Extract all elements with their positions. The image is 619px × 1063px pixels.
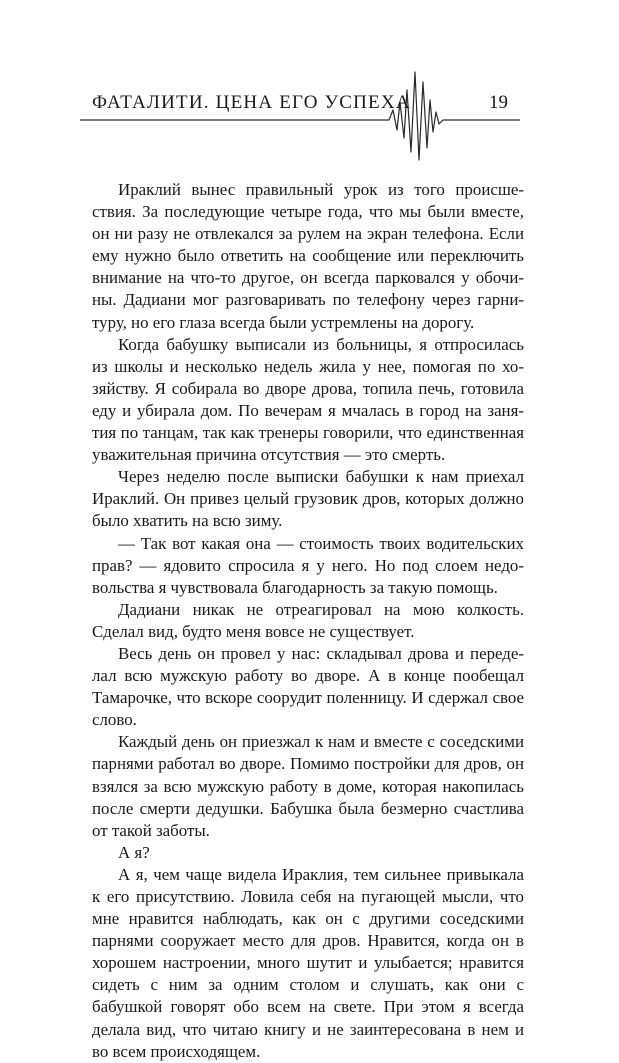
- paragraph: А я, чем чаще видела Ираклия, тем сильнее привыкала к его присутствию. Ловила себя на пугающей мысли, что мне нравится наблюдать, как он с другими соседскими парнями сооружает место для дров. Нравится, когда он в хорошем настроении, много шутит и улыбается; нравится сидеть с ним за одним столом и слушать, как они с бабушкой говорят обо всем на свете. При этом я всегда делала вид, что читаю книгу и не заинтересована в нем и во всем происходящем.: [92, 864, 524, 1061]
- paragraph: Дадиани никак не отреагировал на мою колкость. Сделал вид, будто меня вовсе не существует.: [92, 599, 524, 641]
- paragraph: — Так вот какая она — стоимость твоих водительских прав? — ядовито спросила я у него. Но под слоем недовольства я чувствовала благодарность за такую помощь.: [92, 533, 524, 597]
- page-number: 19: [489, 92, 508, 113]
- paragraph: Ираклий вынес правильный урок из того происшествия. За последующие четыре года, что мы были вместе, он ни разу не отвлекался за рулем на экран телефона. Если ему нужно было ответить на сообщение или переключить внимание на что-то другое, он всегда парковался у обочины. Дадиани мог разговаривать по телефону через гарнитуру, но его глаза всегда были устремлены на дорогу.: [92, 180, 524, 332]
- running-head-title: ФАТАЛИТИ. ЦЕНА ЕГО УСПЕХА: [92, 92, 411, 113]
- heartbeat-pulse-icon: [0, 60, 619, 170]
- paragraph: Через неделю после выписки бабушки к нам приехал Ираклий. Он привез целый грузовик дров, которых должно было хватить на всю зиму.: [92, 467, 524, 531]
- paragraph: Когда бабушку выписали из больницы, я отпросилась из школы и несколько недель жила у нее, помогая по хозяйству. Я собирала во дворе дрова, топила печь, готовила еду и убирала дом. По вечерам я мчалась в город на занятия по танцам, так как тренеры говорили, что единственная уважительная причина отсутствия — это смерть.: [92, 334, 524, 465]
- paragraph: А я?: [118, 842, 150, 862]
- body-text: [92, 179, 524, 1063]
- paragraph: Каждый день он приезжал к нам и вместе с соседскими парнями работал во дворе. Помимо постройки для дров, он взялся за всю мужскую работу в доме, которая накопилась после смерти дедушки. Бабушка была безмерно счастлива от такой заботы.: [92, 732, 524, 840]
- paragraph: Весь день он провел у нас: складывал дрова и переделал всю мужскую работу во дворе. А в конце пообещал Тамарочке, что вскоре соорудит поленницу. И сдержал свое слово.: [92, 643, 524, 730]
